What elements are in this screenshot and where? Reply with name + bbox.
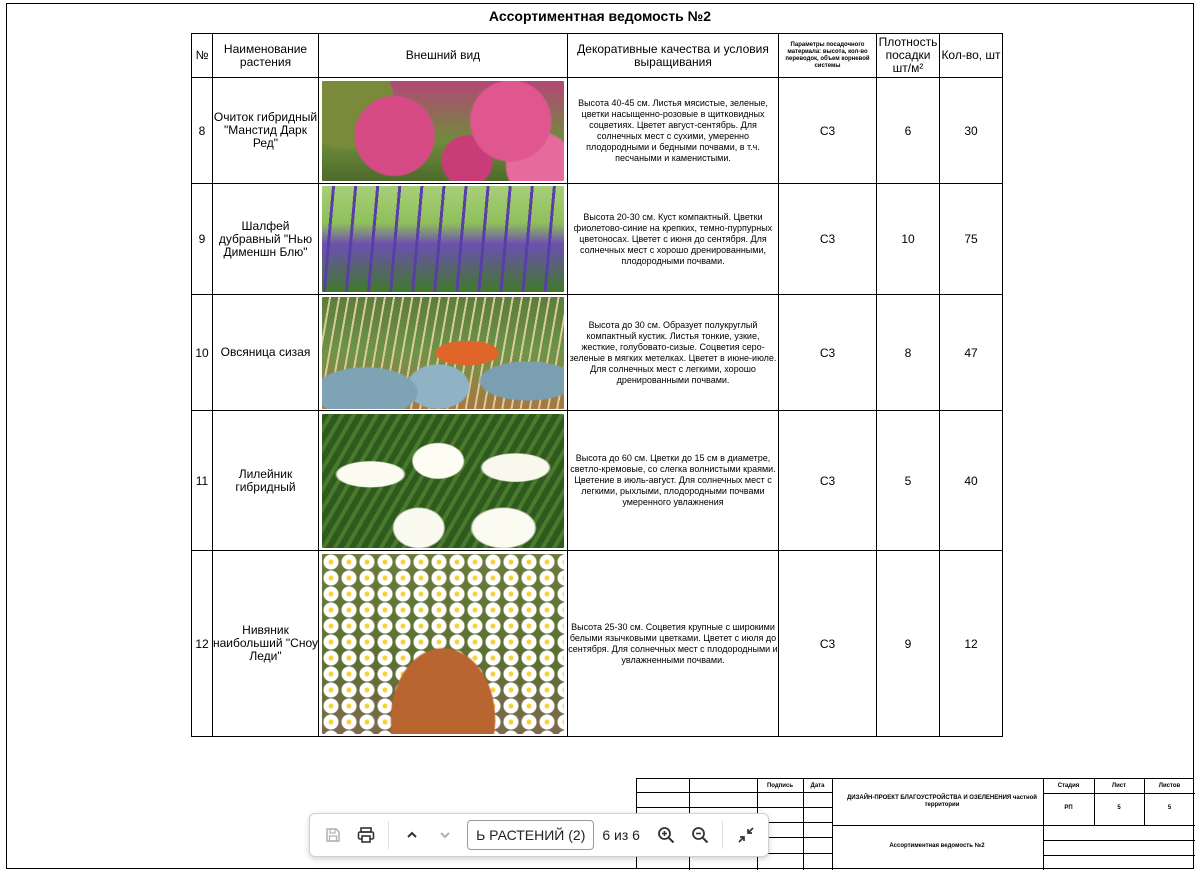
collapse-icon[interactable] — [729, 818, 762, 852]
date-label: Дата — [810, 783, 825, 789]
daisy-photo — [322, 554, 564, 734]
row-num: 8 — [192, 78, 213, 184]
header-density: Плотность посадки шт/м² — [877, 34, 940, 78]
header-num: № — [192, 34, 213, 78]
sheet-value: 5 — [1117, 805, 1121, 811]
festuca-photo — [322, 297, 564, 409]
project-name: ДИЗАЙН-ПРОЕКТ БЛАГОУСТРОЙСТВА И ОЗЕЛЕНЕНИЯ частной территории — [847, 795, 1037, 808]
plant-quantity: 12 — [940, 551, 1003, 737]
sheet-name: Ассортиментная ведомость №2 — [889, 843, 985, 849]
stage-value: РП — [1064, 805, 1073, 811]
planting-params: С3 — [779, 184, 877, 295]
document-title: Ассортиментная ведомость №2 — [488, 8, 712, 24]
plant-name: Овсяница сизая — [213, 295, 319, 411]
table-row — [192, 78, 1003, 184]
plant-name: Шалфей дубравный "Нью Дименшн Блю" — [213, 184, 319, 295]
plant-quantity: 40 — [940, 411, 1003, 551]
assortment-table — [191, 33, 1003, 737]
table-row — [192, 411, 1003, 551]
plant-description: Высота 40-45 см. Листья мясистые, зеленые, цветки насыщенно-розовые в щитковидных соцветиях. Цветет август-сентябрь. Для солнечных мест с сухими, умеренно плодородными и бедными почвами, в т.ч. песчаными и каменистыми. — [568, 78, 779, 184]
planting-density: 5 — [877, 411, 940, 551]
header-photo: Внешний вид — [319, 34, 568, 78]
sheets-label: Листов — [1158, 783, 1181, 789]
table-row — [192, 551, 1003, 737]
header-name: Наименование растения — [213, 34, 319, 78]
page-count: 6 из 6 — [602, 827, 640, 843]
plant-quantity: 75 — [940, 184, 1003, 295]
plant-description: Высота до 30 см. Образует полукруглый компактный кустик. Листья тонкие, узкие, жесткие, голубовато-сизые. Соцветия серо-зеленые в мягких метелках. Цветет в июне-июле. Для солнечных мест с легкими, хорошо дренированными почвами. — [568, 295, 779, 411]
planting-density: 9 — [877, 551, 940, 737]
chevron-down-icon[interactable] — [428, 818, 461, 852]
row-num: 10 — [192, 295, 213, 411]
planting-density: 6 — [877, 78, 940, 184]
planting-density: 10 — [877, 184, 940, 295]
row-num: 12 — [192, 551, 213, 737]
planting-params: С3 — [779, 551, 877, 737]
save-icon[interactable] — [316, 818, 349, 852]
table-row — [192, 295, 1003, 411]
print-icon[interactable] — [349, 818, 382, 852]
header-params: Параметры посадочного материала: высота, кол-во переводок, объем корневой системы — [779, 34, 877, 78]
plant-quantity: 47 — [940, 295, 1003, 411]
plant-name: Очиток гибридный "Манстид Дарк Ред" — [213, 78, 319, 184]
sheets-value: 5 — [1167, 805, 1172, 811]
page-select[interactable]: Ь РАСТЕНИЙ (2) — [467, 820, 594, 850]
planting-density: 8 — [877, 295, 940, 411]
daylily-photo — [322, 414, 564, 548]
plant-photo-cell — [319, 411, 568, 551]
planting-params: С3 — [779, 295, 877, 411]
plant-photo-cell — [319, 184, 568, 295]
plant-photo-cell — [319, 295, 568, 411]
plant-name: Лилейник гибридный — [213, 411, 319, 551]
planting-params: С3 — [779, 78, 877, 184]
plant-name: Нивяник наибольший "Сноу Леди" — [213, 551, 319, 737]
row-num: 9 — [192, 184, 213, 295]
sedum-photo — [322, 81, 564, 181]
plant-photo-cell — [319, 78, 568, 184]
stage-label: Стадия — [1057, 783, 1080, 789]
viewer-toolbar — [309, 813, 769, 857]
toolbar-divider — [388, 821, 389, 849]
plant-photo-cell — [319, 551, 568, 737]
sign-label: Подпись — [766, 783, 794, 789]
zoom-out-icon[interactable] — [683, 818, 716, 852]
row-num: 11 — [192, 411, 213, 551]
planting-params: С3 — [779, 411, 877, 551]
chevron-up-icon[interactable] — [395, 818, 428, 852]
header-row — [192, 34, 1003, 78]
plant-description: Высота 20-30 см. Куст компактный. Цветки фиолетово-синие на крепких, темно-пурпурных цветоносах. Цветет с июня до сентября. Для солнечных мест с хорошо дренированными, плодородными почвами. — [568, 184, 779, 295]
zoom-in-icon[interactable] — [650, 818, 683, 852]
header-desc: Декоративные качества и условия выращивания — [568, 34, 779, 78]
sheet-label: Лист — [1111, 783, 1127, 789]
plant-quantity: 30 — [940, 78, 1003, 184]
salvia-photo — [322, 186, 564, 292]
plant-description: Высота до 60 см. Цветки до 15 см в диаметре, светло-кремовые, со слегка волнистыми краями. Цветение в июль-август. Для солнечных мест с легкими, рыхлыми, плодородными почвами умеренного увлажнения — [568, 411, 779, 551]
toolbar-divider — [722, 821, 723, 849]
table-row — [192, 184, 1003, 295]
header-qty: Кол-во, шт — [940, 34, 1003, 78]
plant-description: Высота 25-30 см. Соцветия крупные с широкими белыми язычковыми цветками. Цветет с июля до сентября. Для солнечных мест с плодородными и увлажненными почвами. — [568, 551, 779, 737]
